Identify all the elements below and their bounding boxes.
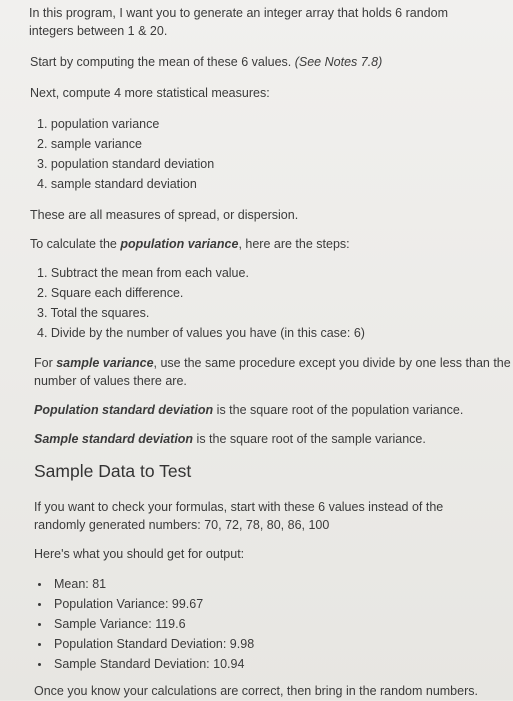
population-variance-intro	[30, 234, 350, 254]
notes-reference: (See Notes 7.8)	[294, 55, 383, 69]
bullet-icon	[38, 663, 41, 666]
next-paragraph: Next, compute 4 more statistical measures:	[30, 86, 270, 100]
measure-item-1: 1. population variance	[37, 117, 160, 131]
sample-sd-emphasis: Sample standard deviation	[34, 432, 194, 446]
measure-item-2: 2. sample variance	[37, 137, 142, 151]
pop-sd-after: is the square root of the population variance.	[213, 403, 464, 417]
step-item-4: 4. Divide by the number of values you have (in this case: 6)	[37, 326, 365, 340]
sample-variance-line-1	[34, 353, 511, 373]
sample-var-emphasis: sample variance	[56, 356, 154, 370]
sample-variance-line-2: number of values there are.	[34, 374, 187, 388]
sample-sd-after: is the square root of the sample variance.	[193, 432, 426, 446]
intro-line-1: In this program, I want you to generate an integer array that holds 6 random	[29, 6, 448, 20]
check-line-1: If you want to check your formulas, start with these 6 values instead of the	[34, 500, 444, 514]
pop-sd-emphasis: Population standard deviation	[34, 403, 214, 417]
sample-var-before: For	[34, 356, 57, 370]
intro-line-2: integers between 1 & 20.	[29, 24, 168, 38]
section-heading: Sample Data to Test	[34, 461, 192, 481]
output-intro: Here's what you should get for output:	[34, 547, 245, 561]
population-sd-paragraph	[34, 400, 463, 420]
step-item-2: 2. Square each difference.	[37, 286, 184, 300]
pop-var-after: , here are the steps:	[238, 237, 350, 251]
start-paragraph	[30, 52, 382, 72]
closing-paragraph: Once you know your calculations are correct, then bring in the random numbers.	[34, 684, 478, 698]
measure-item-4: 4. sample standard deviation	[37, 177, 197, 191]
step-item-3: 3. Total the squares.	[37, 306, 150, 320]
output-sample-sd: Sample Standard Deviation: 10.94	[54, 657, 245, 671]
start-text: Start by computing the mean of these 6 values.	[30, 55, 295, 69]
pop-var-before: To calculate the	[30, 237, 121, 251]
check-line-2: randomly generated numbers: 70, 72, 78, 80, 86, 100	[34, 518, 330, 532]
output-population-variance: Population Variance: 99.67	[54, 597, 204, 611]
output-population-sd: Population Standard Deviation: 9.98	[54, 637, 255, 651]
measure-item-3: 3. population standard deviation	[37, 157, 215, 171]
bullet-icon	[38, 603, 41, 606]
output-mean: Mean: 81	[54, 577, 107, 591]
spread-paragraph: These are all measures of spread, or dispersion.	[30, 208, 299, 222]
bullet-icon	[38, 583, 41, 586]
step-item-1: 1. Subtract the mean from each value.	[37, 266, 249, 280]
bullet-icon	[38, 643, 41, 646]
sample-sd-paragraph	[34, 429, 426, 449]
sample-var-after: , use the same procedure except you divide by one less than the	[153, 356, 511, 370]
output-sample-variance: Sample Variance: 119.6	[54, 617, 186, 631]
bullet-icon	[38, 623, 41, 626]
pop-var-emphasis: population variance	[120, 237, 239, 251]
